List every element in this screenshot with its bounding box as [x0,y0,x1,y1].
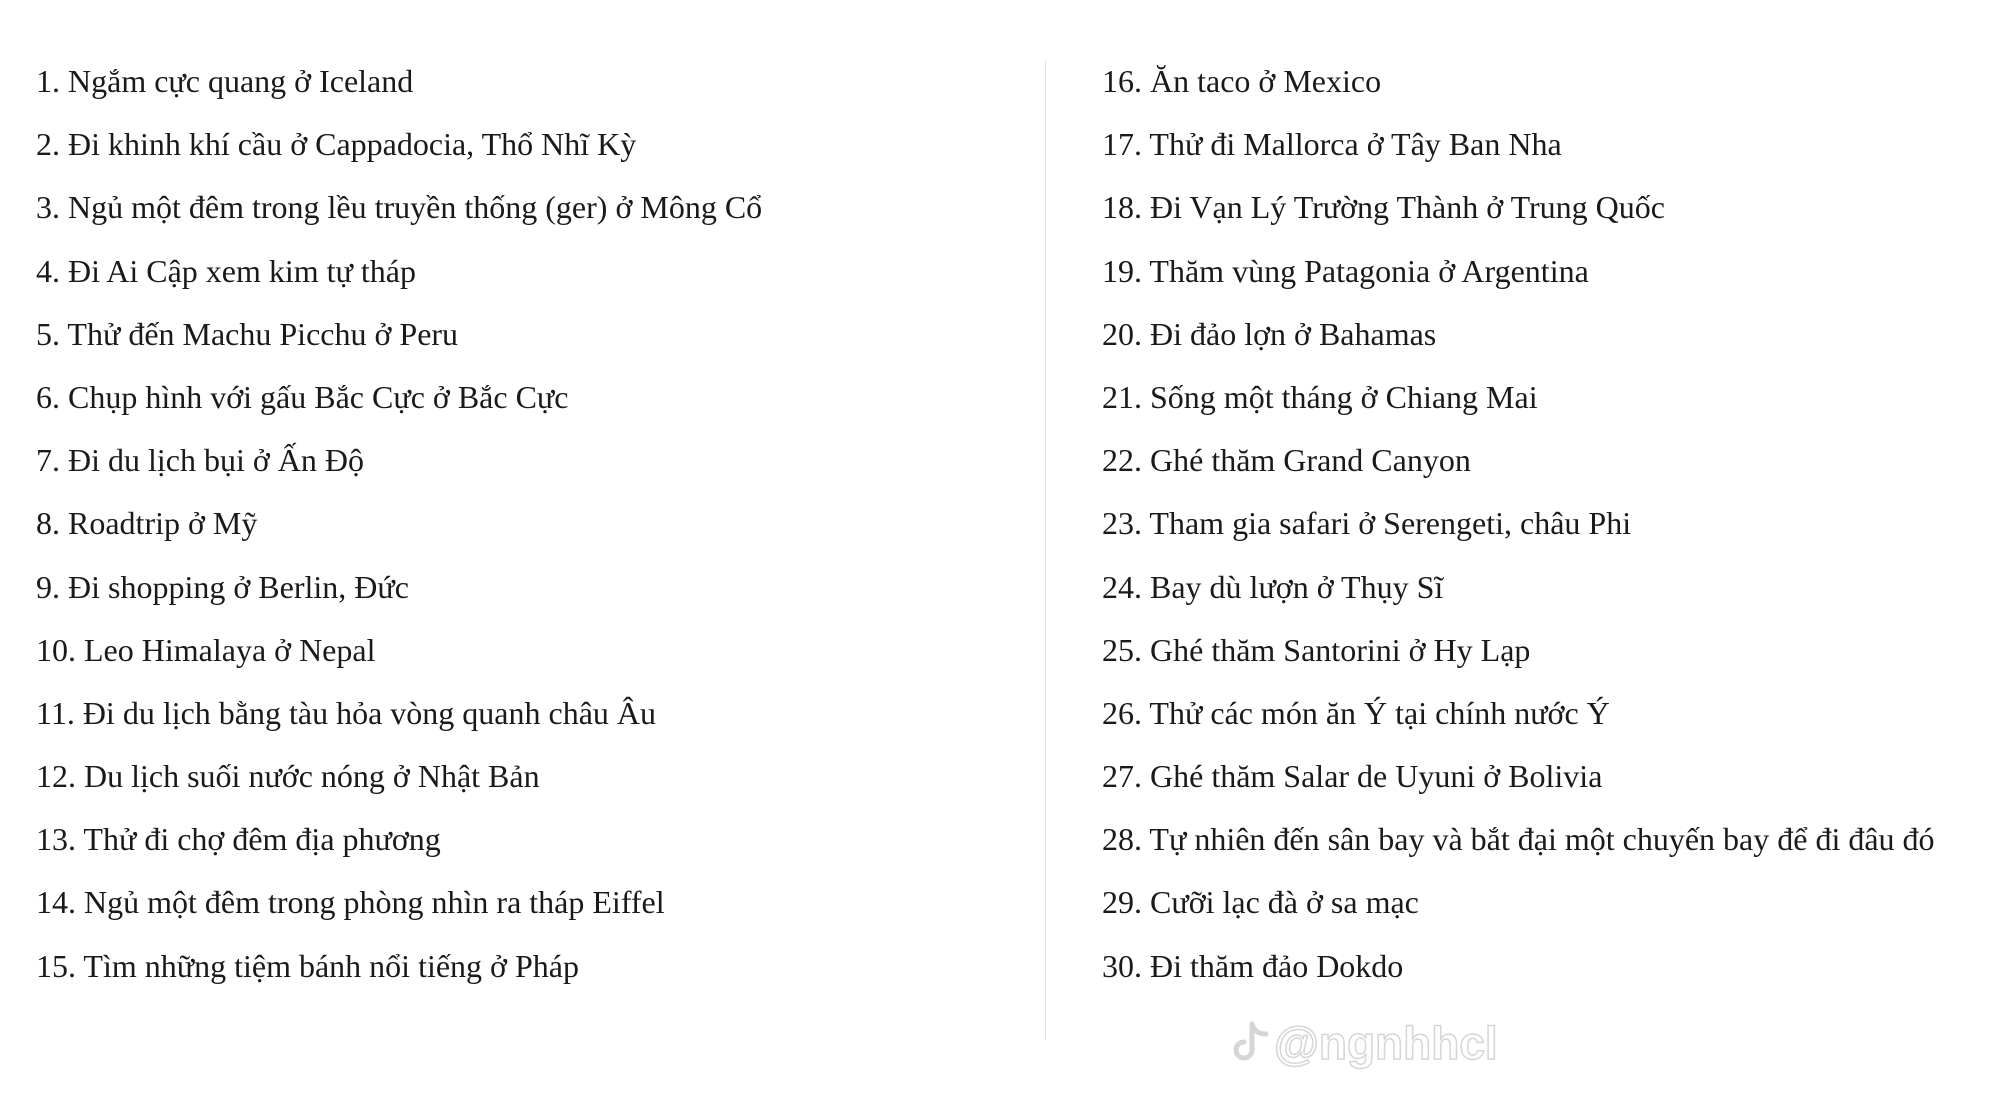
list-item: 8. Roadtrip ở Mỹ [36,505,258,542]
list-item: 15. Tìm những tiệm bánh nổi tiếng ở Pháp [36,947,579,984]
list-item: 7. Đi du lịch bụi ở Ấn Độ [36,442,365,479]
list-item: 22. Ghé thăm Grand Canyon [1102,442,1471,479]
list-item: 12. Du lịch suối nước nóng ở Nhật Bản [36,758,540,795]
bucket-list-right-column [1102,58,1992,1006]
list-item: 24. Bay dù lượn ở Thụy Sĩ [1102,568,1444,605]
list-item: 30. Đi thăm đảo Dokdo [1102,947,1404,984]
list-item: 6. Chụp hình với gấu Bắc Cực ở Bắc Cực [36,378,569,415]
list-item: 2. Đi khinh khí cầu ở Cappadocia, Thổ Nhĩ Kỳ [36,126,637,163]
list-item: 4. Đi Ai Cập xem kim tự tháp [36,252,416,289]
list-item: 5. Thử đến Machu Picchu ở Peru [36,315,459,352]
list-item: 11. Đi du lịch bằng tàu hỏa vòng quanh châu Âu [36,694,657,731]
list-item: 20. Đi đảo lợn ở Bahamas [1102,315,1437,352]
list-item: 26. Thử các món ăn Ý tại chính nước Ý [1102,694,1610,731]
list-item: 14. Ngủ một đêm trong phòng nhìn ra tháp Eiffel [36,884,665,921]
tiktok-icon [1230,1020,1270,1066]
list-item: 25. Ghé thăm Santorini ở Hy Lạp [1102,631,1531,668]
list-item: 28. Tự nhiên đến sân bay và bắt đại một chuyến bay để đi đâu đó [1102,821,1935,858]
list-item: 3. Ngủ một đêm trong lều truyền thống (ger) ở Mông Cổ [36,189,763,226]
column-divider [1045,60,1046,1040]
tiktok-watermark [1230,1016,1498,1070]
list-item: 19. Thăm vùng Patagonia ở Argentina [1102,252,1589,289]
bucket-list-left-column [36,58,1036,1006]
list-item: 18. Đi Vạn Lý Trường Thành ở Trung Quốc [1102,189,1665,226]
list-item: 27. Ghé thăm Salar de Uyuni ở Bolivia [1102,758,1603,795]
watermark-handle: @ngnhhcl [1274,1017,1498,1069]
list-item: 9. Đi shopping ở Berlin, Đức [36,568,409,605]
list-item: 29. Cưỡi lạc đà ở sa mạc [1102,884,1419,921]
list-item: 16. Ăn taco ở Mexico [1102,63,1382,99]
list-item: 21. Sống một tháng ở Chiang Mai [1102,378,1538,415]
list-item: 23. Tham gia safari ở Serengeti, châu Phi [1102,505,1632,542]
list-item: 10. Leo Himalaya ở Nepal [36,631,376,668]
list-item: 17. Thử đi Mallorca ở Tây Ban Nha [1102,126,1562,163]
list-item: 1. Ngắm cực quang ở Iceland [36,63,414,99]
list-item: 13. Thử đi chợ đêm địa phương [36,821,441,858]
